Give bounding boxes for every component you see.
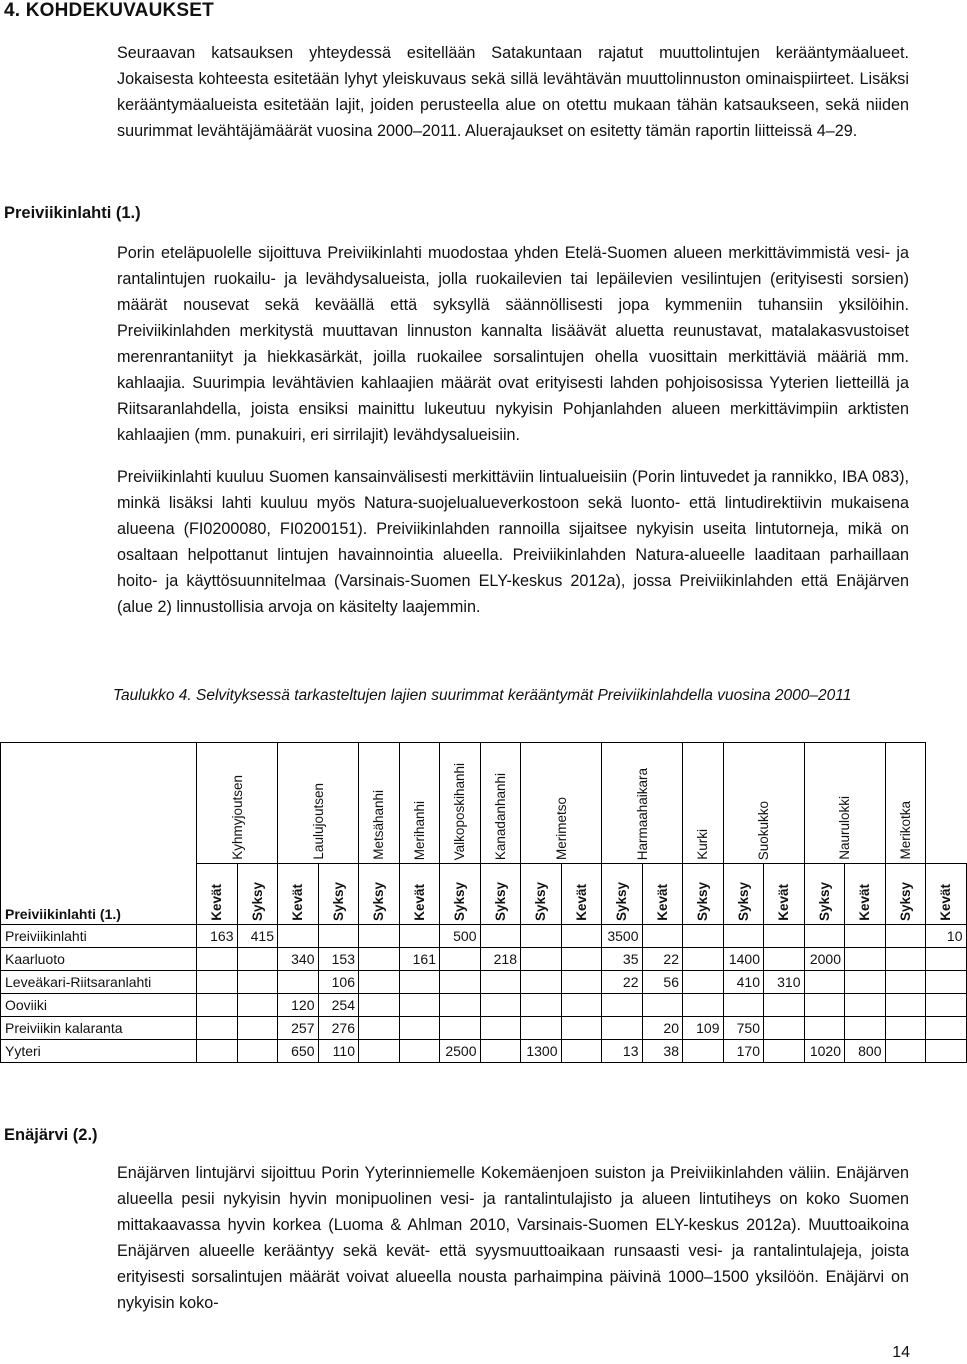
section1-paragraph-2: Preiviikinlahti kuuluu Suomen kansainvälisesti merkittäviin lintualueisiin (Porin lintuvedet ja rannikko, IBA 083), minkä lisäksi lahti kuuluu myös Natura-suojelualueverkostoon sekä luonto- että lintudirektiivin mukaisena alueena (FI0200080, FI0200151). Preiviikinlahden rannoilla sijaitsee nykyisin useita lintutorneja, mikä on osaltaan helpottanut lintujen havainnointia alueella. Preiviikinlahden Natura-alueelle laaditaan parhaillaan hoito- ja käyttösuunnitelmaa (Varsinais-Suomen ELY-keskus 2012a), jossa Preiviikinlahden että Enäjärven (alue 2) linnustollisia arvoja on käsitelty laajemmin. [117,468,909,616]
season-header [521,864,562,925]
species-header [359,743,400,864]
table-cell [521,971,562,994]
season-label: Kevät [411,884,427,921]
table-cell [440,1017,481,1040]
table-cell [845,994,886,1017]
table-cell: 254 [318,994,359,1017]
species-header [521,743,602,864]
table-row [1,925,967,948]
table-cell [399,1040,440,1063]
season-header [359,864,400,925]
season-label: Kevät [209,884,225,921]
table-cell [440,994,481,1017]
season-label: Syksy [452,881,468,921]
table-cell [926,1017,967,1040]
season-header [399,864,440,925]
species-name: Kanadanhanhi [492,772,508,860]
species-name: Merikotka [897,801,913,860]
season-label: Syksy [614,881,630,921]
species-header [804,743,885,864]
table-cell [642,994,683,1017]
table-cell [480,971,521,994]
row-label: Preiviikinlahti [1,925,197,948]
table-cell [885,948,926,971]
table-cell: 20 [642,1017,683,1040]
table-cell [237,1040,278,1063]
table-cell [845,971,886,994]
season-label: Syksy [533,881,549,921]
species-name: Merimetso [553,796,569,860]
table-row [1,1040,967,1063]
table-cell [359,971,400,994]
table-cell [845,925,886,948]
table-cell: 800 [845,1040,886,1063]
table-cell [561,1017,602,1040]
section2-title: Enäjärvi (2.) [4,1126,98,1144]
table-cell [480,1040,521,1063]
row-label: Ooviiki [1,994,197,1017]
section1-paragraph-1: Porin eteläpuolelle sijoittuva Preiviikinlahti muodostaa yhden Etelä-Suomen alueen merkittävimmistä vesi- ja rantalintujen ruokailu- ja levähdysalueista, jolla ruokailevien tai lepäilevien vesilintujen (erityisesti sorsien) määrät nousevat sekä keväällä että syksyllä säännöllisesti jopa kymmeniin tuhansiin yksilöihin. Preiviikinlahden merkitystä muuttavan linnuston kannalta lisäävät aluetta reunustavat, matalakasvustoiset merenrantaniityt ja hiekkasärkät, joilla ruokailee sorsalintujen ohella vuosittain merkittäviä määriä mm. kahlaajia. Suurimpia levähtävien kahlaajien määrät ovat erityisesti lahden pohjoisosissa Yyterien lietteillä ja Riitsaranlahdella, joista ensiksi mainittu lukeutuu nykyisin Pohjanlahden alueen merkittävimpiin arktisten kahlaajien (mm. punakuiri, eri sirrilajit) levähdysalueisiin. [117,244,909,444]
table-cell: 161 [399,948,440,971]
season-label: Kevät [290,884,306,921]
season-label: Kevät [573,884,589,921]
species-name: Harmaahaikara [634,767,650,860]
season-label: Syksy [695,881,711,921]
season-header [440,864,481,925]
table-cell [480,925,521,948]
table-row [1,948,967,971]
table-cell: 22 [602,971,643,994]
season-label: Kevät [654,884,670,921]
table-cell: 650 [278,1040,319,1063]
table-cell [561,1040,602,1063]
table-cell: 500 [440,925,481,948]
table-cell [845,948,886,971]
season-header [197,864,238,925]
table-cell [885,925,926,948]
table-corner: Preiviikinlahti (1.) [1,743,197,925]
table-cell: 1020 [804,1040,845,1063]
species-name: Kyhmyjoutsen [229,775,245,860]
table-cell: 106 [318,971,359,994]
table-row [1,994,967,1017]
table-cell: 35 [602,948,643,971]
section2-paragraph-1: Enäjärven lintujärvi sijoittuu Porin Yyterinniemelle Kokemäenjoen suiston ja Preiviikinlahden väliin. Enäjärven alueella pesii nykyisin hyvin monipuolinen vesi- ja rantalintulajisto ja alueen lintutiheys on koko Suomen mittakaavassa hyvin korkea (Luoma & Ahlman 2010, Varsinais-Suomen ELY-keskus 2012a). Muuttoaikoina Enäjärven alueelle kerääntyy sekä kevät- että syysmuuttoaikaan runsaasti vesi- ja rantalintulajeja, joista erityisesti sorsalintujen määrät voivat alueella nousta parhaimpina päivinä 1000–1500 yksilöön. Enäjärvi on nykyisin koko- [117,1164,909,1312]
season-header [561,864,602,925]
table-cell: 22 [642,948,683,971]
table-cell [237,994,278,1017]
season-label: Kevät [857,884,873,921]
table-cell [359,1017,400,1040]
table-cell [926,948,967,971]
row-label: Yyteri [1,1040,197,1063]
intro-text: Seuraavan katsauksen yhteydessä esitellään Satakuntaan rajatut muuttolintujen kerääntymäalueet. Jokaisesta kohteesta esitetään lyhyt yleiskuvaus sekä sillä levähtävän muuttolinnuston ominaispiirteet. Lisäksi kerääntymäalueista esitetään lajit, joiden perusteella alue on otettu mukaan tähän katsaukseen, sekä niiden suurimmat levähtäjämäärät vuosina 2000–2011. Aluerajaukset on esitetty tämän raportin liitteissä 4–29. [117,44,909,140]
table-cell: 218 [480,948,521,971]
table-cell [561,971,602,994]
table-cell [521,948,562,971]
season-label: Syksy [249,881,265,921]
species-header [278,743,359,864]
table-cell [845,1017,886,1040]
table-cell [237,948,278,971]
table-cell [926,1040,967,1063]
table-cell [359,994,400,1017]
species-header [885,743,926,864]
table-cell: 310 [764,971,805,994]
table-cell [926,971,967,994]
season-label: Syksy [816,881,832,921]
species-name: Laulujoutsen [310,783,326,860]
species-table [0,742,967,1063]
table-cell [318,925,359,948]
table-cell: 340 [278,948,319,971]
table-caption: Taulukko 4. Selvityksessä tarkasteltujen lajien suurimmat kerääntymät Preiviikinlahdella vuosina 2000–2011 [113,687,852,704]
page-number: 14 [892,1344,910,1361]
row-label: Leveäkari-Riitsaranlahti [1,971,197,994]
species-header [683,743,724,864]
season-header [683,864,724,925]
table-cell [683,1040,724,1063]
table-cell [683,971,724,994]
table-cell [521,994,562,1017]
season-header [318,864,359,925]
table-cell: 2000 [804,948,845,971]
table-row [1,971,967,994]
season-label: Kevät [776,884,792,921]
table-cell [926,994,967,1017]
row-label: Preiviikin kalaranta [1,1017,197,1040]
table-cell [764,994,805,1017]
table-cell [642,925,683,948]
table-cell [399,1017,440,1040]
table-cell [237,971,278,994]
table-cell: 3500 [602,925,643,948]
table-cell [440,948,481,971]
table-cell: 2500 [440,1040,481,1063]
table-cell [804,1017,845,1040]
table-cell: 276 [318,1017,359,1040]
table-cell [359,925,400,948]
table-cell: 410 [723,971,764,994]
table-cell [521,1017,562,1040]
species-header [440,743,481,864]
season-header [723,864,764,925]
table-cell [764,948,805,971]
table-cell [683,994,724,1017]
section1-title: Preiviikinlahti (1.) [4,204,141,222]
section-heading: 4. KOHDEKUVAUKSET [4,0,214,21]
table-row [1,1017,967,1040]
table-cell: 56 [642,971,683,994]
species-name: Kurki [695,829,711,860]
season-header [237,864,278,925]
species-header [197,743,278,864]
table-cell [197,948,238,971]
section1-body [117,240,909,620]
species-name: Suokukko [756,800,771,860]
season-header [278,864,319,925]
table-cell: 257 [278,1017,319,1040]
species-name: Valkoposkihanhi [452,762,468,860]
table-cell [885,1017,926,1040]
season-header [804,864,845,925]
season-label: Syksy [492,881,508,921]
season-header [602,864,643,925]
table-cell [197,971,238,994]
table-cell: 170 [723,1040,764,1063]
table-cell [480,994,521,1017]
table-cell [359,1040,400,1063]
table-cell [399,925,440,948]
species-header [723,743,804,864]
table-cell: 1400 [723,948,764,971]
table-cell: 415 [237,925,278,948]
table-cell [399,994,440,1017]
season-label: Syksy [897,881,913,921]
row-label: Kaarluoto [1,948,197,971]
season-label: Syksy [371,881,387,921]
table-cell [804,925,845,948]
season-label: Syksy [330,881,346,921]
section2-body [117,1160,909,1316]
species-header [480,743,521,864]
table-cell: 1300 [521,1040,562,1063]
table-cell [804,971,845,994]
intro-paragraph [117,40,909,144]
table-cell [359,948,400,971]
table-cell: 120 [278,994,319,1017]
table-cell [804,994,845,1017]
table-cell [885,1040,926,1063]
table-cell: 10 [926,925,967,948]
season-header [845,864,886,925]
table-cell [764,1017,805,1040]
table-cell [723,925,764,948]
table-cell: 163 [197,925,238,948]
table-cell [399,971,440,994]
species-header [602,743,683,864]
table-cell [561,925,602,948]
season-header [642,864,683,925]
species-name: Metsähanhi [371,790,387,860]
season-label: Kevät [938,884,954,921]
season-header [885,864,926,925]
table-cell [561,948,602,971]
season-label: Syksy [735,881,751,921]
table-cell: 13 [602,1040,643,1063]
table-cell [885,971,926,994]
table-cell [602,1017,643,1040]
table-cell: 38 [642,1040,683,1063]
table-cell [197,1017,238,1040]
season-header [764,864,805,925]
table-cell [683,948,724,971]
table-cell: 153 [318,948,359,971]
table-cell [440,971,481,994]
species-name: Merihanhi [411,800,427,860]
season-header [480,864,521,925]
species-name: Naurulokki [837,796,852,860]
table-cell [683,925,724,948]
table-cell [197,1040,238,1063]
table-cell [521,925,562,948]
table-cell [197,994,238,1017]
table-cell [561,994,602,1017]
table-cell [602,994,643,1017]
table-cell [237,1017,278,1040]
table-cell: 110 [318,1040,359,1063]
table-cell: 109 [683,1017,724,1040]
season-header [926,864,967,925]
table-cell: 750 [723,1017,764,1040]
table-cell [278,925,319,948]
table-cell [885,994,926,1017]
species-header [399,743,440,864]
table-cell [764,1040,805,1063]
table-cell [480,1017,521,1040]
table-cell [764,925,805,948]
table-cell [723,994,764,1017]
table-cell [278,971,319,994]
